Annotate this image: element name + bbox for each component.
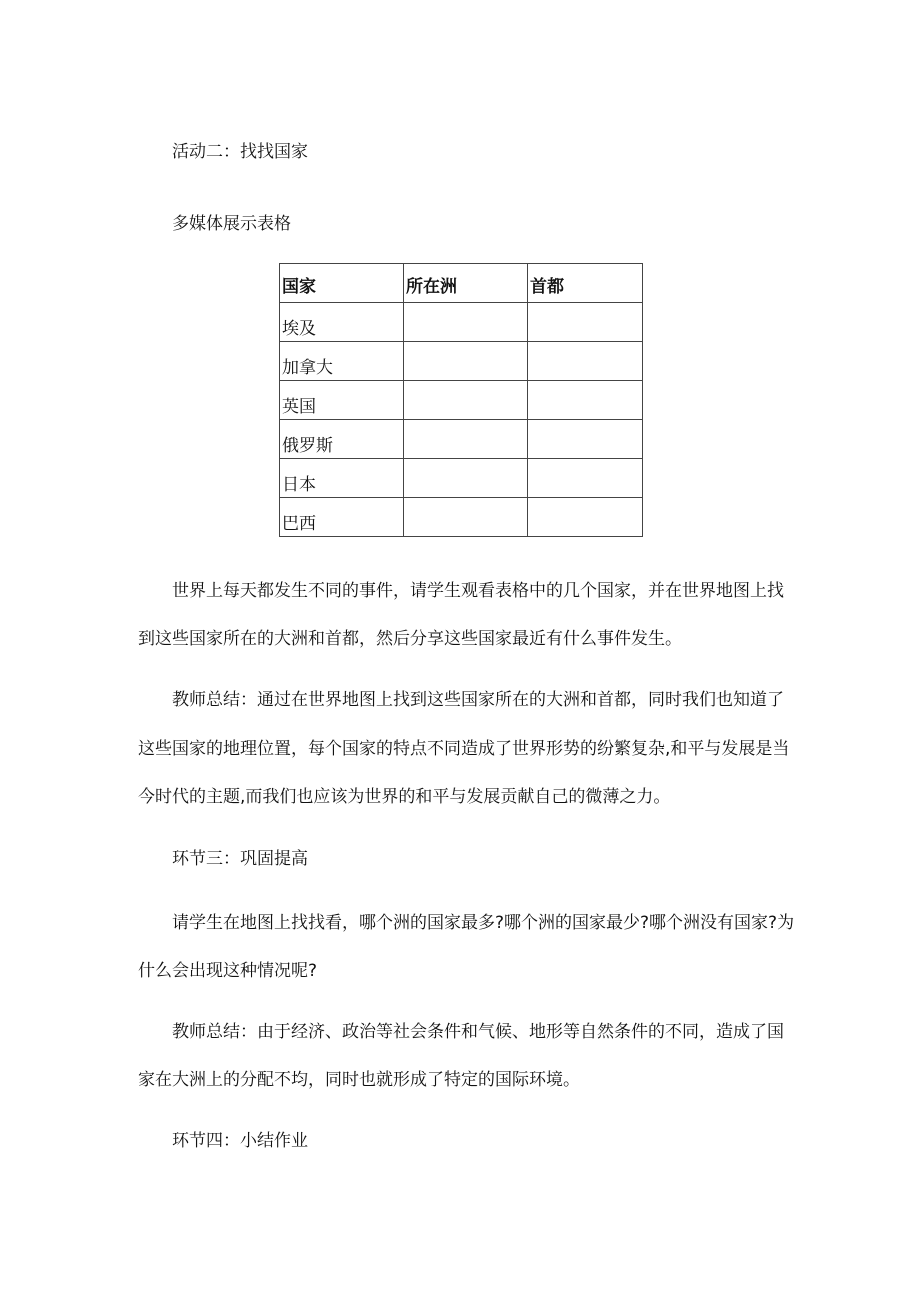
cell-continent [404,303,528,342]
cell-continent [404,498,528,537]
cell-country: 埃及 [280,303,404,342]
table-row [280,381,643,420]
activity-two-heading: 活动二：找找国家 [172,142,308,162]
paragraph-4-line-1: 教师总结：由于经济、政治等社会条件和气候、地形等自然条件的不同，造成了国 [172,1022,784,1042]
table-header-row [280,264,643,303]
cell-capital [528,303,643,342]
header-country: 国家 [280,264,404,303]
cell-capital [528,498,643,537]
paragraph-3-line-1: 请学生在地图上找找看，哪个洲的国家最多?哪个洲的国家最少?哪个洲没有国家?为 [172,913,795,933]
cell-capital [528,420,643,459]
table-caption: 多媒体展示表格 [172,214,291,234]
section-three-heading: 环节三：巩固提高 [172,849,308,869]
cell-capital [528,342,643,381]
table-row [280,498,643,537]
cell-country: 加拿大 [280,342,404,381]
paragraph-1-line-1: 世界上每天都发生不同的事件，请学生观看表格中的几个国家，并在世界地图上找 [172,581,784,601]
cell-continent [404,342,528,381]
table-row [280,342,643,381]
table-row [280,303,643,342]
cell-capital [528,459,643,498]
cell-country: 日本 [280,459,404,498]
paragraph-2-line-2: 这些国家的地理位置，每个国家的特点不同造成了世界形势的纷繁复杂,和平与发展是当 [138,739,790,759]
paragraph-2-line-3: 今时代的主题,而我们也应该为世界的和平与发展贡献自己的微薄之力。 [138,787,671,807]
cell-capital [528,381,643,420]
paragraph-4-line-2: 家在大洲上的分配不均，同时也就形成了特定的国际环境。 [138,1070,580,1090]
country-table [279,263,643,537]
paragraph-3-line-2: 什么会出现这种情况呢? [138,961,318,981]
paragraph-2-line-1: 教师总结：通过在世界地图上找到这些国家所在的大洲和首都，同时我们也知道了 [172,690,784,710]
cell-country: 英国 [280,381,404,420]
cell-country: 俄罗斯 [280,420,404,459]
cell-continent [404,420,528,459]
cell-country: 巴西 [280,498,404,537]
table-row [280,459,643,498]
cell-continent [404,459,528,498]
section-four-heading: 环节四：小结作业 [172,1131,308,1151]
header-continent: 所在洲 [404,264,528,303]
table-row [280,420,643,459]
header-capital: 首都 [528,264,643,303]
cell-continent [404,381,528,420]
paragraph-1-line-2: 到这些国家所在的大洲和首都，然后分享这些国家最近有什么事件发生。 [138,629,682,649]
